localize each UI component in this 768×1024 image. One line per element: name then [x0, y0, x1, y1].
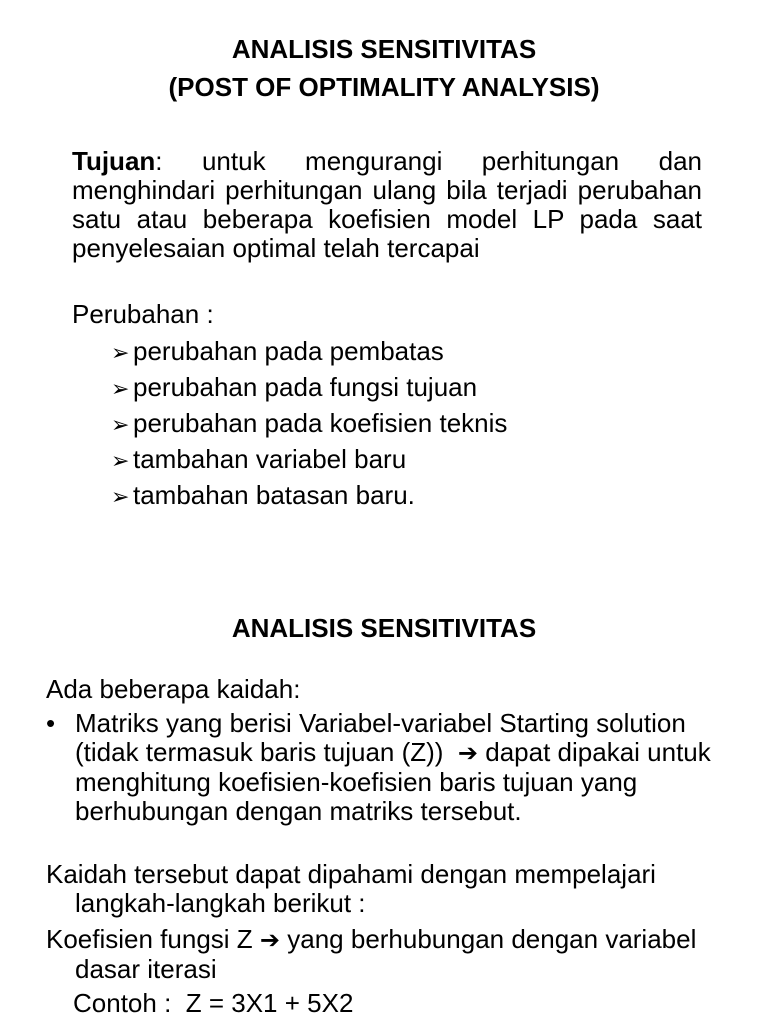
list-item-text: perubahan pada fungsi tujuan: [133, 372, 478, 402]
arrowhead-bullet-icon: ➢: [111, 448, 130, 473]
rule-paragraph-1: Kaidah tersebut dapat dipahami dengan mempelajari langkah-langkah berikut :: [46, 859, 656, 918]
dot-bullet-icon: •: [46, 708, 56, 738]
changes-label: Perubahan :: [72, 299, 214, 329]
paragraph-text-before-arrow: Koefisien fungsi Z: [46, 924, 253, 954]
list-item: [111, 370, 507, 406]
rule-paragraph-2: [46, 925, 755, 984]
page-title: ANALISIS SENSITIVITAS: [231, 34, 537, 64]
rule-bullet-text: [75, 709, 726, 826]
list-item: [111, 406, 507, 442]
list-item: [111, 442, 507, 478]
rule-text-after-arrow: dapat dipakai untuk menghitung koefisien-koefisien baris tujuan yang berhubungan dengan matriks tersebut.: [75, 737, 711, 826]
arrowhead-bullet-icon: ➢: [111, 376, 130, 401]
goal-paragraph: [72, 147, 702, 263]
page-subtitle: (POST OF OPTIMALITY ANALYSIS): [168, 72, 600, 102]
example-equation: Contoh : Z = 3X1 + 5X2: [73, 988, 354, 1018]
list-item: [111, 478, 507, 514]
right-arrow-icon: ➔: [259, 927, 281, 954]
goal-label: Tujuan: [72, 146, 156, 176]
right-arrow-icon: ➔: [457, 740, 479, 767]
arrowhead-bullet-icon: ➢: [111, 412, 130, 437]
list-item-text: perubahan pada koefisien teknis: [133, 408, 508, 438]
list-item: [111, 334, 507, 370]
rule-bullet-item: [46, 709, 726, 826]
rules-intro: Ada beberapa kaidah:: [46, 674, 301, 704]
paragraph-text-after-arrow: yang berhubungan dengan variabel dasar iterasi: [75, 924, 697, 984]
changes-list: [111, 334, 507, 514]
list-item-text: tambahan variabel baru: [133, 444, 407, 474]
arrowhead-bullet-icon: ➢: [111, 484, 130, 509]
section-title: ANALISIS SENSITIVITAS: [231, 613, 537, 643]
rule-text-before-arrow: Matriks yang berisi Variabel-variabel Starting solution (tidak termasuk baris tujuan (Z)): [75, 708, 686, 767]
goal-text: : untuk mengurangi perhitungan dan menghindari perhitungan ulang bila terjadi perubahan satu atau beberapa koefisien model LP pada saat penyelesaian optimal telah tercapai: [72, 146, 702, 263]
arrowhead-bullet-icon: ➢: [111, 340, 130, 365]
list-item-text: perubahan pada pembatas: [133, 336, 444, 366]
list-item-text: tambahan batasan baru.: [133, 480, 415, 510]
